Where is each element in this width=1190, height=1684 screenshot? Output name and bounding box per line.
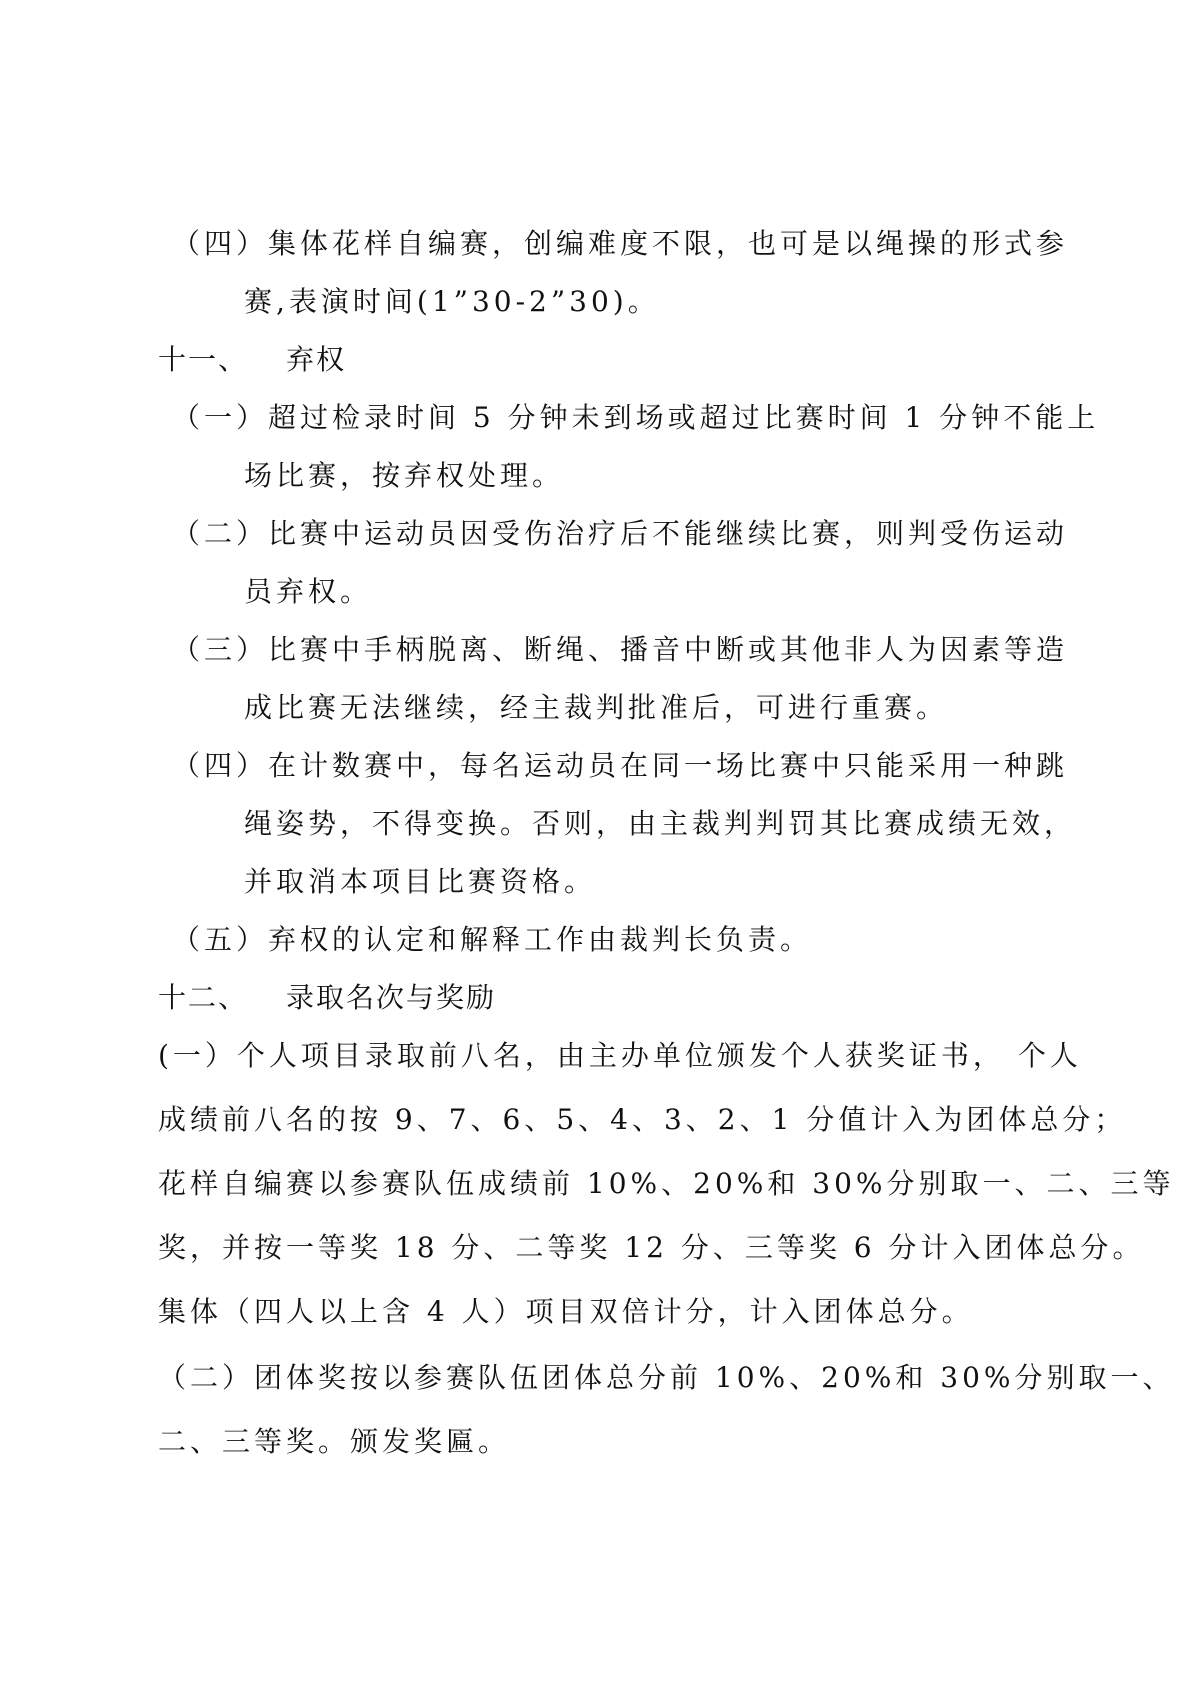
section-10-item-4-line-1: （四）集体花样自编赛，创编难度不限，也可是以绳操的形式参 [172,227,1069,260]
section-11-item-2-line-2: 员弃权。 [244,575,373,608]
section-12-heading [158,978,496,1018]
section-12-p1-line-3: 花样自编赛以参赛队伍成绩前 10%、20%和 30%分别取一、二、三等 [158,1167,1175,1200]
section-12-p1-line-1: (一）个人项目录取前八名，由主办单位颁发个人获奖证书， 个人 [158,1039,1082,1072]
section-11-title: 弃权 [286,343,347,376]
section-12-number: 十二、 [158,981,249,1014]
section-12-p1-line-2: 成绩前八名的按 9、7、6、5、4、3、2、1 分值计入为团体总分； [158,1103,1127,1136]
section-12-p2-line-1: （二）团体奖按以参赛队伍团体总分前 10%、20%和 30%分别取一、 [158,1361,1175,1394]
section-11-heading [158,340,346,380]
section-11-item-4-line-3: 并取消本项目比赛资格。 [244,865,597,898]
section-11-item-4-line-2: 绳姿势，不得变换。否则，由主裁判判罚其比赛成绩无效， [244,807,1077,840]
section-11-item-1-line-1: （一）超过检录时间 5 分钟未到场或超过比赛时间 1 分钟不能上 [172,401,1100,434]
section-11-item-3-line-1: （三）比赛中手柄脱离、断绳、播音中断或其他非人为因素等造 [172,633,1069,666]
section-12-p2-line-2: 二、三等奖。颁发奖匾。 [158,1425,511,1458]
section-11-item-2-line-1: （二）比赛中运动员因受伤治疗后不能继续比赛，则判受伤运动 [172,517,1069,550]
section-11-number: 十一、 [158,343,249,376]
section-12-p1-line-5: 集体（四人以上含 4 人）项目双倍计分，计入团体总分。 [158,1295,974,1328]
section-11-item-3-line-2: 成比赛无法继续，经主裁判批准后，可进行重赛。 [244,691,949,724]
section-12-p1-line-4: 奖，并按一等奖 18 分、二等奖 12 分、三等奖 6 分计入团体总分。 [158,1231,1145,1264]
section-11-item-4-line-1: （四）在计数赛中，每名运动员在同一场比赛中只能采用一种跳 [172,749,1069,782]
section-12-title: 录取名次与奖励 [286,981,497,1014]
section-11-item-5-line-1: （五）弃权的认定和解释工作由裁判长负责。 [172,923,813,956]
section-11-item-1-line-2: 场比赛，按弃权处理。 [244,459,565,492]
section-10-item-4-line-2: 赛,表演时间(1”30-2”30)。 [244,285,660,318]
